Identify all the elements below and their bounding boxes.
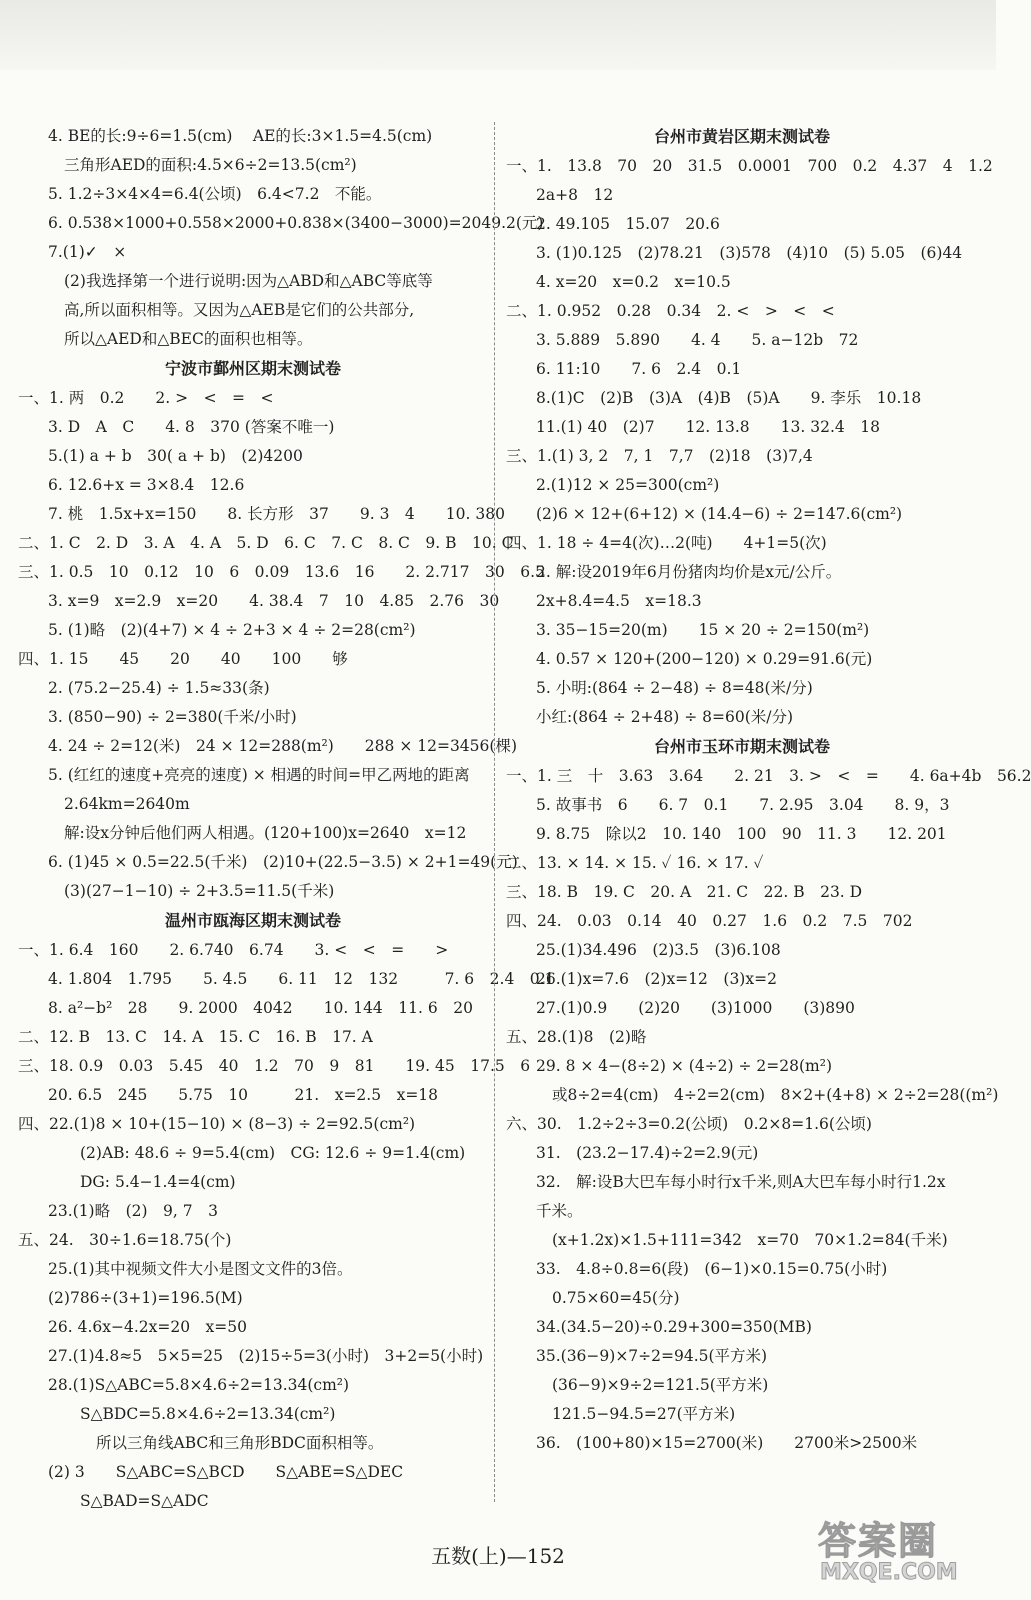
answer-line: 23.(1)略 (2) 9, 7 3 <box>48 1202 219 1220</box>
answer-line: 6. 11:10 7. 6 2.4 0.1 <box>536 360 742 378</box>
answer-line: 三、18. 0.9 0.03 5.45 40 1.2 70 9 81 19. 45 17.5 6 <box>18 1057 531 1075</box>
answer-line: 4. 0.57 × 120+(200−120) × 0.29=91.6(元) <box>536 650 873 668</box>
answer-line: 5. 小明:(864 ÷ 2−48) ÷ 8=48(米/分) <box>536 679 813 697</box>
answer-line: 二、1. C 2. D 3. A 4. A 5. D 6. C 7. C 8. C 9. B 10. C <box>18 534 514 552</box>
answer-line: 11.(1) 40 (2)7 12. 13.8 13. 32.4 18 <box>536 418 880 436</box>
answer-line: 3. (1)0.125 (2)78.21 (3)578 (4)10 (5) 5.05 (6)44 <box>536 244 963 262</box>
answer-line: (3)(27−1−10) ÷ 2+3.5=11.5(千米) <box>64 882 335 900</box>
answer-line: 四、24. 0.03 0.14 40 0.27 1.6 0.2 7.5 702 <box>506 912 913 930</box>
answer-line: 2.(1)12 × 25=300(cm²) <box>536 476 720 494</box>
answer-line: 27.(1)0.9 (2)20 (3)1000 (3)890 <box>536 999 855 1017</box>
answer-line: 8.(1)C (2)B (3)A (4)B (5)A 9. 李乐 10.18 <box>536 389 922 407</box>
answer-line: (2) 3 S△ABC=S△BCD S△ABE=S△DEC <box>48 1463 404 1481</box>
answer-line: 3. (850−90) ÷ 2=380(千米/小时) <box>48 708 297 726</box>
answer-line: 四、22.(1)8 × 10+(15−10) × (8−3) ÷ 2=92.5(cm²) <box>18 1115 416 1133</box>
answer-line: (x+1.2x)×1.5+111=342 x=70 70×1.2=84(千米) <box>552 1231 948 1249</box>
watermark-url: MXQE.COM <box>820 1560 958 1585</box>
watermark-logo: 答案圈 <box>818 1519 939 1563</box>
answer-line: 3. 5.889 5.890 4. 4 5. a−12b 72 <box>536 331 859 349</box>
answer-line: 三、1. 0.5 10 0.12 10 6 0.09 13.6 16 2. 2.717 30 6.5 <box>18 563 545 581</box>
answer-line: 121.5−94.5=27(平方米) <box>552 1405 736 1423</box>
answer-line: 29. 8 × 4−(8÷2) × (4÷2) ÷ 2=28(m²) <box>536 1057 832 1075</box>
answer-line: 32. 解:设B大巴车每小时行x千米,则A大巴车每小时行1.2x <box>536 1173 946 1191</box>
answer-line: (2)我选择第一个进行说明:因为△ABD和△ABC等底等 <box>64 272 433 290</box>
answer-line: 28.(1)S△ABC=5.8×4.6÷2=13.34(cm²) <box>48 1376 350 1394</box>
left-column <box>18 122 555 1516</box>
answer-line: 26. 4.6x−4.2x=20 x=50 <box>48 1318 248 1336</box>
answer-line: S△BDC=5.8×4.6÷2=13.34(cm²) <box>80 1405 336 1423</box>
answer-line: 26.(1)x=7.6 (2)x=12 (3)x=2 <box>536 970 777 988</box>
answer-line: 5. (1)略 (2)(4+7) × 4 ÷ 2+3 × 4 ÷ 2=28(cm²) <box>48 621 416 639</box>
answer-line: 27.(1)4.8≈5 5×5=25 (2)15÷5=3(小时) 3+2=5(小时) <box>48 1347 484 1365</box>
answer-line: 31. (23.2−17.4)÷2=2.9(元) <box>536 1144 759 1162</box>
answer-line: 2. 49.105 15.07 20.6 <box>536 215 720 233</box>
section-title: 台州市玉环市期末测试卷 <box>653 737 830 756</box>
answer-line: 5. 故事书 6 6. 7 0.1 7. 2.95 3.04 8. 9，3 <box>536 796 950 814</box>
answer-line: 3. D A C 4. 8 370 (答案不唯一) <box>48 418 335 436</box>
answer-line: 5. 1.2÷3×4×4=6.4(公顷) 6.4<7.2 不能。 <box>48 185 382 203</box>
answer-line: 33. 4.8÷0.8=6(段) (6−1)×0.15=0.75(小时) <box>536 1260 888 1278</box>
column-divider <box>494 122 495 1502</box>
answer-line: 三、1.(1) 3, 2 7, 1 7,7 (2)18 (3)7,4 <box>506 447 813 465</box>
answer-line: (2)AB: 48.6 ÷ 9=5.4(cm) CG: 12.6 ÷ 9=1.4(cm) <box>80 1144 466 1162</box>
answer-line: 5. (红红的速度+亮亮的速度) × 相遇的时间=甲乙两地的距离 <box>48 766 470 784</box>
answer-line: 9. 8.75 除以2 10. 140 100 90 11. 3 12. 201 <box>536 825 947 843</box>
answer-line: 所以三角线ABC和三角形BDC面积相等。 <box>96 1434 384 1452</box>
answer-line: 2. 解:设2019年6月份猪肉均价是x元/公斤。 <box>536 563 842 581</box>
answer-line: 20. 6.5 245 5.75 10 21. x=2.5 x=18 <box>48 1086 439 1104</box>
page-top-shadow <box>0 0 996 70</box>
answer-line: 六、30. 1.2÷2÷3=0.2(公顷) 0.2×8=1.6(公顷) <box>506 1115 872 1133</box>
answer-line: 2. (75.2−25.4) ÷ 1.5≈33(条) <box>48 679 270 697</box>
answer-line: 一、1. 6.4 160 2. 6.740 6.74 3. < < = > <box>18 941 449 959</box>
section-title: 台州市黄岩区期末测试卷 <box>653 127 830 146</box>
answer-line: 小红:(864 ÷ 2+48) ÷ 8=60(米/分) <box>536 708 794 726</box>
answer-line: 25.(1)其中视频文件大小是图文文件的3倍。 <box>48 1260 353 1278</box>
answer-line: 三角形AED的面积:4.5×6÷2=13.5(cm²) <box>64 156 357 174</box>
answer-line: 五、24. 30÷1.6=18.75(个) <box>18 1231 232 1249</box>
answer-line: 6. 12.6+x = 3×8.4 12.6 <box>48 476 245 494</box>
answer-line: 3. 35−15=20(m) 15 × 20 ÷ 2=150(m²) <box>536 621 870 639</box>
answer-line: 2a+8 12 <box>536 186 614 204</box>
answer-line: 6. 0.538×1000+0.558×2000+0.838×(3400−3000)=2049.2(元) <box>48 214 544 232</box>
answer-line: 二、12. B 13. C 14. A 15. C 16. B 17. A <box>18 1028 373 1046</box>
answer-line: 一、1. 两 0.2 2. > < = < <box>18 389 274 407</box>
answer-line: 6. (1)45 × 0.5=22.5(千米) (2)10+(22.5−3.5) × 2+1=49(元) <box>48 853 518 871</box>
answer-line: 5.(1) a + b 30( a + b) (2)4200 <box>48 447 303 465</box>
answer-line: (2)786÷(3+1)=196.5(M) <box>48 1289 243 1307</box>
answer-line: 3. x=9 x=2.9 x=20 4. 38.4 7 10 4.85 2.76 30 <box>48 592 500 610</box>
answer-line: 所以△AED和△BEC的面积也相等。 <box>64 330 313 348</box>
watermark <box>808 1510 984 1594</box>
answer-line: 2.64km=2640m <box>64 795 190 813</box>
answer-line: 二、1. 0.952 0.28 0.34 2. < > < < <box>506 302 835 320</box>
answer-line: S△BAD=S△ADC <box>80 1492 209 1510</box>
answer-line: 四、1. 15 45 20 40 100 够 <box>18 650 348 668</box>
answer-line: 一、1. 13.8 70 20 31.5 0.0001 700 0.2 4.37 4 1.2 <box>506 157 993 175</box>
answer-line: 8. a²−b² 28 9. 2000 4042 10. 144 11. 6 20 <box>48 999 473 1017</box>
section-title: 温州市瓯海区期末测试卷 <box>164 911 341 930</box>
answer-line: 4. 24 ÷ 2=12(米) 24 × 12=288(m²) 288 × 12=3456(棵) <box>48 737 517 755</box>
answer-line: 7. 桃 1.5x+x=150 8. 长方形 37 9. 3 4 10. 380 <box>48 505 505 523</box>
right-column <box>506 122 1031 1458</box>
answer-line: 四、1. 18 ÷ 4=4(次)…2(吨) 4+1=5(次) <box>506 534 827 552</box>
answer-line: 4. BE的长:9÷6=1.5(cm) AE的长:3×1.5=4.5(cm) <box>48 127 433 145</box>
section-title: 宁波市鄞州区期末测试卷 <box>164 359 341 378</box>
answer-line: 4. x=20 x=0.2 x=10.5 <box>536 273 731 291</box>
answer-line: 三、18. B 19. C 20. A 21. C 22. B 23. D <box>506 883 863 901</box>
answer-line: (2)6 × 12+(6+12) × (14.4−6) ÷ 2=147.6(cm²) <box>536 505 903 523</box>
answer-line: 五、28.(1)8 (2)略 <box>506 1028 647 1046</box>
answer-line: 解:设x分钟后他们两人相遇。(120+100)x=2640 x=12 <box>64 824 467 842</box>
page-footer: 五数(上)—152 <box>431 1544 565 1568</box>
answer-line: 34.(34.5−20)÷0.29+300=350(MB) <box>536 1318 812 1336</box>
answer-line: (36−9)×9÷2=121.5(平方米) <box>552 1376 769 1394</box>
answer-line: DG: 5.4−1.4=4(cm) <box>80 1173 236 1191</box>
answer-line: 二、13. × 14. × 15. ✓ 16. × 17. ✓ <box>506 854 764 872</box>
answer-line: 高,所以面积相等。又因为△AEB是它们的公共部分, <box>64 301 415 319</box>
answer-line: 36. (100+80)×15=2700(米) 2700米>2500米 <box>536 1434 918 1452</box>
answer-line: 4. 1.804 1.795 5. 4.5 6. 11 12 132 7. 6 2.4 0.1 <box>48 970 555 988</box>
answer-line: 或8÷2=4(cm) 4÷2=2(cm) 8×2+(4+8) × 2÷2=28((m²) <box>552 1086 999 1104</box>
answer-line: 0.75×60=45(分) <box>552 1289 680 1307</box>
answer-line: 2x+8.4=4.5 x=18.3 <box>536 592 702 610</box>
answer-line: 千米。 <box>536 1202 583 1220</box>
answer-line: 35.(36−9)×7÷2=94.5(平方米) <box>536 1347 768 1365</box>
answer-line: 7.(1)✓ × <box>48 243 127 261</box>
answer-line: 一、1. 三 十 3.63 3.64 2. 21 3. > < = 4. 6a+4b 56.2 <box>506 767 1031 785</box>
answer-line: 25.(1)34.496 (2)3.5 (3)6.108 <box>536 941 781 959</box>
